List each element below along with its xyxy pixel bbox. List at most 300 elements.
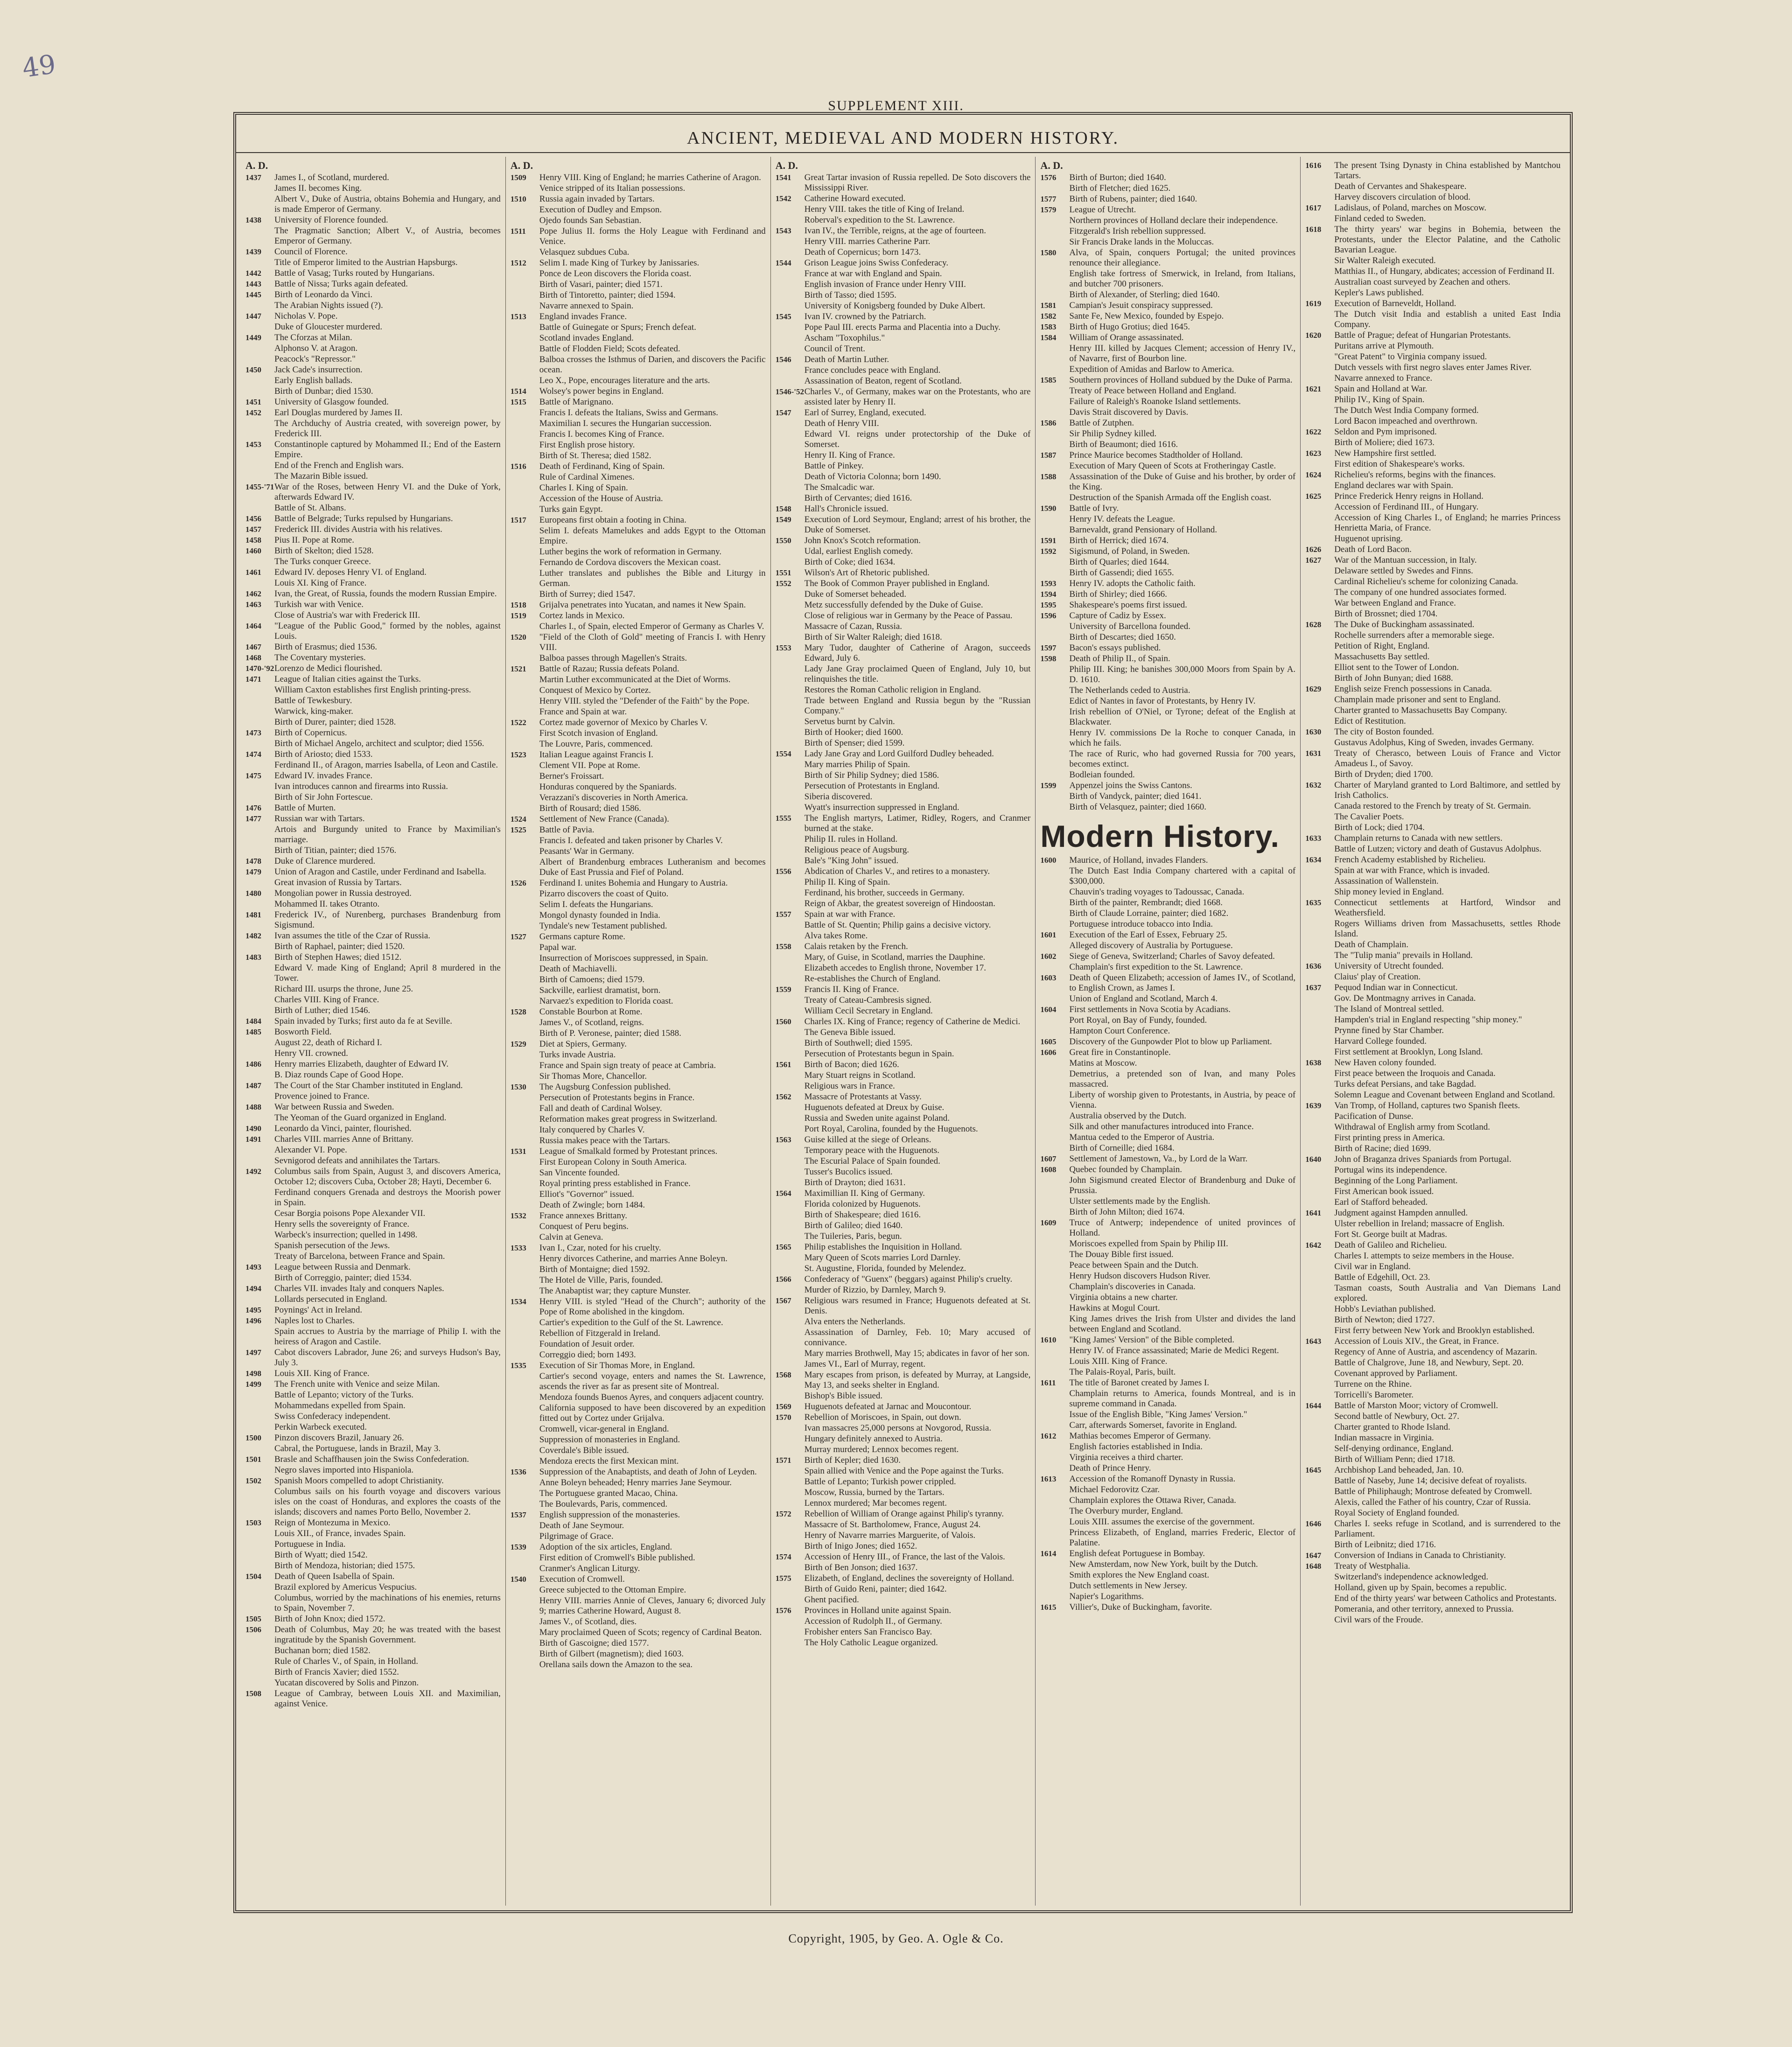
entry-year xyxy=(511,355,539,375)
columns xyxy=(241,157,1565,1906)
history-entry xyxy=(776,258,1031,268)
history-entry xyxy=(776,1348,1031,1359)
entry-text: Fort St. George built at Madras. xyxy=(1334,1230,1448,1239)
entry-year xyxy=(511,771,539,782)
history-entry xyxy=(511,1007,766,1017)
history-entry xyxy=(245,1070,501,1080)
entry-text: Battle of Ivry. xyxy=(1069,503,1119,513)
history-entry xyxy=(1305,309,1561,330)
history-entry xyxy=(776,952,1031,963)
history-entry xyxy=(1305,266,1561,277)
entry-text: Petition of Right, England. xyxy=(1334,641,1430,651)
entry-year: 1443 xyxy=(245,279,261,288)
entry-text: Bosworth Field. xyxy=(274,1027,332,1037)
history-entry xyxy=(776,792,1031,802)
entry-text: Second battle of Newbury, Oct. 27. xyxy=(1334,1411,1460,1421)
entry-text: San Vincente founded. xyxy=(539,1168,620,1178)
entry-text: Sackville, earliest dramatist, born. xyxy=(539,985,661,995)
entry-year xyxy=(245,354,274,364)
entry-year xyxy=(511,183,539,194)
history-entry xyxy=(245,739,501,749)
entry-text: Dutch settlements in New Jersey. xyxy=(1069,1581,1187,1591)
entry-text: Pomerania, and other territory, annexed to Prussia. xyxy=(1334,1604,1514,1614)
entry-text: Virginia obtains a new charter. xyxy=(1069,1292,1178,1302)
entry-text: Italy conquered by Charles V. xyxy=(539,1125,645,1135)
history-entry xyxy=(1305,587,1561,598)
entry-year: 1548 xyxy=(775,504,791,513)
entry-text: Lord Bacon impeached and overthrown. xyxy=(1334,416,1477,426)
entry-text: Naples lost to Charles. xyxy=(274,1316,355,1326)
entry-text: Royal printing press established in France. xyxy=(539,1179,691,1188)
entry-text: Germans capture Rome. xyxy=(539,932,625,942)
entry-year xyxy=(1305,673,1334,684)
history-entry xyxy=(245,814,501,824)
entry-text: Birth of Burton; died 1640. xyxy=(1069,173,1166,182)
entry-year xyxy=(511,793,539,803)
entry-year xyxy=(1040,1495,1069,1506)
history-entry xyxy=(1040,503,1295,514)
history-entry xyxy=(1305,684,1561,694)
entry-year xyxy=(1040,1111,1069,1121)
entry-year xyxy=(1040,216,1069,226)
entry-year xyxy=(776,1584,805,1594)
entry-year xyxy=(511,1179,539,1189)
entry-year: 1461 xyxy=(245,568,261,577)
entry-text: League of Cambray, between Louis XII. and Maximilian, against Venice. xyxy=(274,1689,501,1709)
entry-year xyxy=(776,1070,805,1081)
history-entry xyxy=(245,910,501,930)
history-entry xyxy=(1040,1367,1295,1377)
entry-text: Henry IV. of France assassinated; Marie de Medici Regent. xyxy=(1069,1346,1279,1355)
entry-text: August 22, death of Richard I. xyxy=(274,1038,382,1048)
history-entry xyxy=(511,761,766,771)
entry-year xyxy=(1305,972,1334,982)
history-entry xyxy=(511,1254,766,1264)
entry-year xyxy=(1305,1079,1334,1090)
entry-year xyxy=(511,1392,539,1403)
history-entry xyxy=(776,974,1031,984)
entry-year: 1526 xyxy=(510,879,526,887)
modern-history-heading: Modern History. xyxy=(1040,819,1280,853)
entry-year xyxy=(1040,1303,1069,1313)
history-entry xyxy=(1040,930,1295,940)
entry-year xyxy=(245,1593,274,1614)
entry-text: Earl Douglas murdered by James II. xyxy=(274,408,403,418)
entry-text: Mendoza erects the first Mexican mint. xyxy=(539,1456,679,1466)
history-entry xyxy=(245,215,501,225)
entry-text: Maximillian II. King of Germany. xyxy=(804,1188,925,1198)
entry-year: 1506 xyxy=(245,1625,261,1634)
history-entry xyxy=(511,675,766,685)
entry-year xyxy=(1305,341,1334,351)
history-entry xyxy=(1040,248,1295,268)
history-entry xyxy=(1305,898,1561,918)
entry-text: First edition of Cromwell's Bible published. xyxy=(539,1553,695,1563)
history-entry xyxy=(1305,1090,1561,1100)
entry-year xyxy=(245,792,274,803)
entry-year: 1490 xyxy=(245,1124,261,1133)
entry-text: Moscow, Russia, burned by the Tartars. xyxy=(804,1488,945,1497)
history-entry xyxy=(1305,663,1561,673)
history-entry xyxy=(1040,1303,1295,1313)
history-entry xyxy=(776,1412,1031,1423)
entry-text: Birth of Bacon; died 1626. xyxy=(804,1060,899,1069)
history-entry xyxy=(511,728,766,739)
history-entry xyxy=(1305,630,1561,641)
entry-year: 1572 xyxy=(775,1509,791,1518)
entry-text: Huguenots defeated at Jarnac and Moucontour. xyxy=(804,1402,972,1411)
entry-year xyxy=(776,1445,805,1455)
entry-text: Scotland invades England. xyxy=(539,333,634,343)
entry-year: 1580 xyxy=(1040,248,1057,257)
history-entry xyxy=(511,1018,766,1028)
history-entry xyxy=(1305,1433,1561,1443)
entry-text: English defeat Portuguese in Bombay. xyxy=(1069,1549,1205,1558)
entry-text: League of Smalkald formed by Protestant princes. xyxy=(539,1146,718,1156)
history-entry xyxy=(1305,652,1561,662)
history-entry xyxy=(1040,866,1295,887)
entry-year: 1583 xyxy=(1040,322,1057,331)
entry-text: Tusser's Bucolics issued. xyxy=(804,1167,893,1177)
history-entry xyxy=(1040,173,1295,183)
entry-text: Birth of Spenser; died 1599. xyxy=(804,738,905,748)
history-entry xyxy=(245,674,501,685)
history-entry xyxy=(245,300,501,311)
entry-text: Provence joined to France. xyxy=(274,1091,370,1101)
entry-text: Early English ballads. xyxy=(274,376,353,385)
entry-year xyxy=(776,611,805,621)
entry-year: 1516 xyxy=(510,462,526,471)
entry-text: Portuguese in India. xyxy=(274,1539,346,1549)
entry-year xyxy=(1305,1411,1334,1422)
history-entry xyxy=(1040,1356,1295,1367)
entry-year xyxy=(511,1125,539,1135)
entry-year: 1604 xyxy=(1040,1005,1057,1014)
entry-text: Death of Philip II., of Spain. xyxy=(1069,654,1170,664)
history-entry xyxy=(776,1584,1031,1594)
entry-year xyxy=(776,1006,805,1016)
entry-year xyxy=(1040,290,1069,300)
entry-text: Assassination of Beaton, regent of Scotland. xyxy=(804,376,962,386)
entry-text: Francis II. King of France. xyxy=(804,985,899,994)
entry-year xyxy=(776,1595,805,1605)
entry-year xyxy=(776,1113,805,1124)
history-entry xyxy=(511,1093,766,1103)
entry-text: Birth of Kepler; died 1630. xyxy=(804,1455,901,1465)
history-entry xyxy=(245,1006,501,1016)
history-entry xyxy=(1040,1517,1295,1527)
entry-year xyxy=(511,216,539,226)
history-entry xyxy=(1305,780,1561,801)
entry-year: 1451 xyxy=(245,398,261,406)
entry-year xyxy=(511,1456,539,1467)
entry-year: 1593 xyxy=(1040,579,1057,588)
entry-text: Settlement of Jamestown, Va., by Lord de la Warr. xyxy=(1069,1154,1248,1164)
entry-year xyxy=(511,547,539,557)
history-entry xyxy=(776,696,1031,716)
entry-text: The Holy Catholic League organized. xyxy=(804,1638,938,1648)
history-entry xyxy=(1305,341,1561,351)
entry-text: The Louvre, Paris, commenced. xyxy=(539,739,653,749)
entry-text: Battle of Pavia. xyxy=(539,825,595,835)
entry-year: 1456 xyxy=(245,514,261,523)
entry-year xyxy=(1305,1004,1334,1014)
history-entry xyxy=(1305,1465,1561,1475)
entry-text: The Smalcadic war. xyxy=(804,482,875,492)
history-entry xyxy=(1305,1197,1561,1208)
entry-year: 1590 xyxy=(1040,504,1057,513)
entry-year xyxy=(776,365,805,376)
entry-text: Settlement of New France (Canada). xyxy=(539,814,669,824)
entry-text: League between Russia and Denmark. xyxy=(274,1262,411,1272)
entry-year: 1539 xyxy=(510,1543,526,1551)
history-entry xyxy=(245,1348,501,1368)
history-entry xyxy=(776,738,1031,748)
history-entry xyxy=(511,1531,766,1542)
entry-year xyxy=(245,461,274,471)
entry-year xyxy=(511,1232,539,1243)
entry-year: 1552 xyxy=(775,579,791,588)
history-entry xyxy=(511,258,766,268)
entry-year xyxy=(776,429,805,450)
history-entry xyxy=(1040,1048,1295,1058)
history-entry xyxy=(511,707,766,717)
entry-text: Philip establishes the Inquisition in Holland. xyxy=(804,1242,962,1252)
history-entry xyxy=(776,1156,1031,1167)
entry-year xyxy=(245,1219,274,1230)
entry-year xyxy=(1305,695,1334,705)
entry-year: 1482 xyxy=(245,931,261,940)
entry-text: Cortez lands in Mexico. xyxy=(539,611,625,621)
entry-year xyxy=(1305,502,1334,512)
history-entry xyxy=(511,1275,766,1285)
entry-year: 1512 xyxy=(510,258,526,267)
entry-text: Pacification of Dunse. xyxy=(1334,1111,1414,1121)
entry-text: Catherine Howard executed. xyxy=(804,194,906,203)
history-entry xyxy=(245,226,501,246)
entry-year: 1569 xyxy=(775,1402,791,1411)
entry-year xyxy=(1040,1420,1069,1431)
column-1 xyxy=(241,157,506,1906)
entry-text: Edward V. made King of England; April 8 murdered in the Tower. xyxy=(274,963,501,983)
entry-text: Ghent pacified. xyxy=(804,1595,859,1605)
entry-text: Hall's Chronicle issued. xyxy=(804,504,889,514)
history-entry xyxy=(511,1318,766,1328)
entry-text: Canada restored to the French by treaty of St. Germain. xyxy=(1334,801,1531,811)
history-entry xyxy=(1305,534,1561,544)
history-entry xyxy=(245,1188,501,1208)
column-4 xyxy=(1036,157,1301,1906)
history-entry xyxy=(511,279,766,290)
entry-text: Accession of Ferdinand III., of Hungary. xyxy=(1334,502,1479,512)
history-entry xyxy=(776,781,1031,791)
history-entry xyxy=(1305,1230,1561,1240)
entry-year xyxy=(1305,663,1334,673)
entry-text: Edward IV. deposes Henry VI. of England. xyxy=(274,567,427,577)
entry-text: Brazil explored by Americus Vespucius. xyxy=(274,1582,417,1592)
history-entry xyxy=(511,632,766,653)
history-entry xyxy=(1040,643,1295,653)
entry-year xyxy=(245,1241,274,1251)
history-entry xyxy=(245,386,501,397)
history-entry xyxy=(245,760,501,770)
history-entry xyxy=(776,461,1031,471)
entry-year xyxy=(776,622,805,632)
entry-text: Warbeck's insurrection; quelled in 1498. xyxy=(274,1230,418,1240)
entry-text: Claius' play of Creation. xyxy=(1334,972,1421,982)
entry-text: Lady Jane Gray proclaimed Queen of England, July 10, but relinquishes the title. xyxy=(804,664,1031,684)
entry-text: Delaware settled by Swedes and Finns. xyxy=(1334,566,1473,576)
entry-year xyxy=(776,237,805,247)
entry-year: 1646 xyxy=(1305,1519,1322,1528)
entry-text: Birth of John Milton; died 1674. xyxy=(1069,1207,1185,1217)
entry-year xyxy=(1305,1454,1334,1465)
entry-year: 1611 xyxy=(1040,1378,1056,1387)
history-entry xyxy=(776,173,1031,193)
entry-text: John Sigismund created Elector of Brandenburg and Duke of Prussia. xyxy=(1069,1175,1296,1195)
history-entry xyxy=(1305,1390,1561,1400)
history-entry xyxy=(1040,1015,1295,1026)
entry-text: Lollards persecuted in England. xyxy=(274,1294,387,1304)
history-entry xyxy=(511,461,766,472)
entry-text: University of Florence founded. xyxy=(274,215,388,225)
entry-year xyxy=(1040,632,1069,643)
history-entry xyxy=(1305,203,1561,213)
entry-text: Birth of John Bunyan; died 1688. xyxy=(1334,673,1453,683)
entry-year xyxy=(776,1638,805,1648)
entry-year xyxy=(511,964,539,974)
column-heading: A. D. xyxy=(1040,160,1063,171)
entry-text: Pope Paul III. erects Parma and Placentia into a Duchy. xyxy=(804,322,1001,332)
entry-text: Bishop's Bible issued. xyxy=(804,1391,883,1401)
entry-year: 1635 xyxy=(1305,898,1322,907)
history-entry xyxy=(1305,1422,1561,1432)
entry-text: Henry VIII. marries Catherine Parr. xyxy=(804,237,931,246)
history-entry xyxy=(1305,983,1561,993)
entry-text: Failure of Raleigh's Roanoke Island settlements. xyxy=(1069,397,1241,406)
entry-text: Hungary definitely annexed to Austria. xyxy=(804,1434,943,1444)
entry-text: Birth of Raphael, painter; died 1520. xyxy=(274,942,405,951)
entry-text: Conversion of Indians in Canada to Christianity. xyxy=(1334,1551,1506,1560)
entry-year: 1536 xyxy=(510,1467,526,1476)
entry-text: Henry VIII. styled the "Defender of the Faith" by the Pope. xyxy=(539,696,749,706)
entry-year xyxy=(1305,1304,1334,1314)
entry-text: Harvard College founded. xyxy=(1334,1036,1427,1046)
entry-year xyxy=(776,1359,805,1369)
history-entry xyxy=(245,1561,501,1571)
history-entry xyxy=(245,1454,501,1465)
entry-text: Ferdinand I. unites Bohemia and Hungary to Austria. xyxy=(539,878,728,888)
entry-year xyxy=(1305,1487,1334,1497)
entry-text: English suppression of the monasteries. xyxy=(539,1510,680,1520)
entry-text: Henry Hudson discovers Hudson River. xyxy=(1069,1271,1211,1281)
entry-text: Death of Martin Luther. xyxy=(804,355,889,364)
entry-year xyxy=(776,247,805,258)
entry-year xyxy=(511,568,539,589)
entry-year xyxy=(1040,622,1069,632)
entry-text: Philip IV., King of Spain. xyxy=(1334,395,1425,405)
history-entry xyxy=(511,1114,766,1125)
entry-year: 1564 xyxy=(775,1189,791,1198)
entry-text: Mohammed II. takes Otranto. xyxy=(274,899,380,909)
entry-year: 1633 xyxy=(1305,834,1322,843)
entry-text: Great fire in Constantinople. xyxy=(1069,1048,1171,1057)
entry-year xyxy=(245,1667,274,1677)
entry-text: Demetrius, a pretended son of Ivan, and many Poles massacred. xyxy=(1069,1069,1296,1089)
entry-text: Cesar Borgia poisons Pope Alexander VII. xyxy=(274,1209,426,1218)
entry-year: 1474 xyxy=(245,750,261,759)
entry-text: The Coventary mysteries. xyxy=(274,653,366,663)
entry-text: Martin Luther excommunicated at the Diet of Worms. xyxy=(539,675,731,685)
entry-text: Spain allied with Venice and the Pope against the Turks. xyxy=(804,1466,1004,1476)
entry-text: Birth of Coke; died 1634. xyxy=(804,557,896,567)
history-entry xyxy=(511,1553,766,1563)
entry-year xyxy=(245,1006,274,1016)
history-entry xyxy=(1040,1410,1295,1420)
history-entry xyxy=(511,1350,766,1360)
entry-text: Balboa passes through Magellen's Straits. xyxy=(539,653,687,663)
entry-text: The Yeoman of the Guard organized in England. xyxy=(274,1113,447,1123)
history-entry xyxy=(511,1488,766,1499)
history-entry xyxy=(776,450,1031,461)
entry-year: 1560 xyxy=(775,1017,791,1026)
history-entry xyxy=(511,290,766,300)
history-entry xyxy=(1040,418,1295,428)
history-entry xyxy=(511,611,766,621)
entry-text: New Haven colony founded. xyxy=(1334,1058,1436,1068)
history-entry xyxy=(511,1125,766,1135)
entry-year xyxy=(776,1488,805,1498)
history-entry xyxy=(1305,1069,1561,1079)
entry-text: Birth of Skelton; died 1528. xyxy=(274,546,374,556)
entry-year xyxy=(1040,1410,1069,1420)
history-entry xyxy=(1040,1239,1295,1249)
entry-year xyxy=(776,1081,805,1091)
history-entry xyxy=(245,471,501,482)
entry-text: Velasquez subdues Cuba. xyxy=(539,247,630,257)
history-entry xyxy=(1040,546,1295,557)
history-entry xyxy=(1305,1369,1561,1379)
entry-text: Calvin at Geneva. xyxy=(539,1232,603,1242)
entry-text: John Knox's Scotch reformation. xyxy=(804,536,921,545)
entry-year xyxy=(776,717,805,727)
history-entry xyxy=(1305,1358,1561,1368)
history-entry xyxy=(1040,973,1295,993)
entry-year: 1445 xyxy=(245,290,261,299)
entry-text: Cromwell, vicar-general in England. xyxy=(539,1424,669,1434)
history-entry xyxy=(511,878,766,888)
entry-text: First English prose history. xyxy=(539,440,635,450)
entry-text: Spain and Holland at War. xyxy=(1334,384,1428,394)
entry-year: 1585 xyxy=(1040,376,1057,384)
history-entry xyxy=(776,866,1031,877)
entry-text: Birth of Durer, painter; died 1528. xyxy=(274,717,396,727)
history-entry xyxy=(776,515,1031,535)
entry-year xyxy=(511,1403,539,1424)
entry-year xyxy=(511,451,539,461)
entry-text: Birth of Wyatt; died 1542. xyxy=(274,1550,368,1560)
entry-text: Shakespeare's poems first issued. xyxy=(1069,600,1187,610)
history-entry xyxy=(245,942,501,952)
history-entry xyxy=(245,792,501,803)
entry-text: France and Spain at war. xyxy=(539,707,627,717)
entry-year xyxy=(245,739,274,749)
entry-text: Birth of Moliere; died 1673. xyxy=(1334,438,1435,447)
entry-text: The Turks conquer Greece. xyxy=(274,557,371,566)
entry-year xyxy=(776,493,805,503)
entry-year xyxy=(245,557,274,567)
entry-text: The Court of the Star Chamber instituted in England. xyxy=(274,1081,463,1090)
